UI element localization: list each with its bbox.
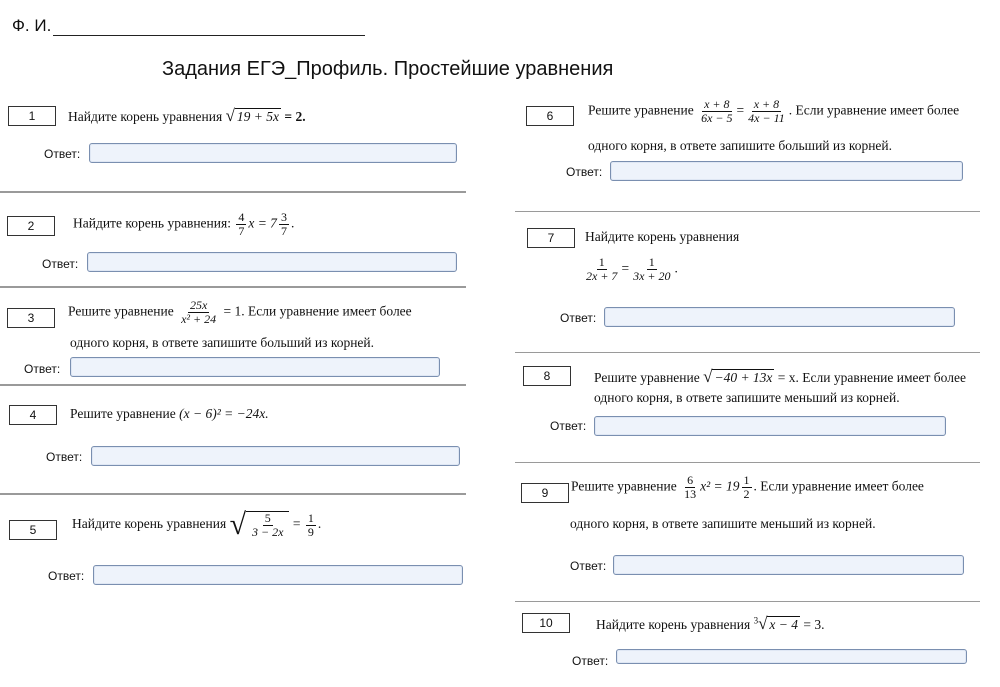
task-1-text: Найдите корень уравнения √ 19 + 5x = 2. [68,106,306,125]
fio-field [12,16,365,36]
task-9-line2: одного корня, в ответе запишите меньший из корней. [570,516,876,531]
answer-label: Ответ: [550,419,587,433]
task-number-10: 10 [522,613,570,633]
task-number-8: 8 [523,366,571,386]
task-5-text: Найдите корень уравнения √ $\frac{5}{3 - 2x}$ = $\frac{1}{9}$ . [72,508,322,541]
task-4-text: Решите уравнение (x − 6)² = −24x. [70,406,269,421]
task-number-7: 7 [527,228,575,248]
answer-label: Ответ: [46,450,83,464]
fio-label: Ф. И. [12,16,52,35]
answer-input-1[interactable] [89,143,457,163]
answer-label: Ответ: [566,165,603,179]
task-3-line2: одного корня, в ответе запишите больший из корней. [70,335,375,350]
divider [515,352,980,353]
answer-label: Ответ: [572,654,609,668]
task-7-equation: $\frac{1}{2x + 7}$ = $\frac{1}{3x + 20}$ . [586,255,678,283]
task-10-text: Найдите корень уравнения $^3$√ x − 4 = 3. [596,614,825,633]
task-number-3: 3 [7,308,55,328]
answer-label: Ответ: [48,569,85,583]
task-6-line2: одного корня, в ответе запишите больший из корней. [588,138,893,153]
page-title: Задания ЕГЭ_Профиль. Простейшие уравнения [162,58,614,80]
task-number-5: 5 [9,520,57,540]
divider [0,493,466,495]
answer-label: Ответ: [44,147,81,161]
answer-input-6[interactable] [610,161,963,181]
answer-label: Ответ: [560,311,597,325]
answer-input-2[interactable] [87,252,457,272]
answer-input-5[interactable] [93,565,463,585]
answer-label: Ответ: [42,257,79,271]
task-number-6: 6 [526,106,574,126]
task-9-text: Решите уравнение $\frac{6}{13}$ x² = 19 $\frac{1}{2}$ . Если уравнение имеет более [571,473,924,501]
task-2-text: Найдите корень уравнения: $\frac{4}{7}$ x = 7 $\frac{3}{7}$ . [73,210,295,238]
divider [0,384,466,386]
task-number-4: 4 [9,405,57,425]
task-8-text: Решите уравнение √ −40 + 13x = x. Если уравнение имеет более [594,367,966,386]
divider [0,191,466,193]
answer-input-3[interactable] [70,357,440,377]
answer-input-9[interactable] [613,555,964,575]
task-7-text: Найдите корень уравнения [585,229,740,244]
task-3-text: Решите уравнение $\frac{25x}{\text{x² + 24}}$ = 1. Если уравнение имеет более [68,298,412,326]
divider [515,211,980,212]
task-8-line2: одного корня, в ответе запишите меньший из корней. [594,390,900,405]
answer-input-7[interactable] [604,307,955,327]
answer-input-10[interactable] [616,649,967,664]
task-number-2: 2 [7,216,55,236]
answer-label: Ответ: [570,559,607,573]
task-number-9: 9 [521,483,569,503]
task-6-text: Решите уравнение $\frac{x + 8}{6x - 5}$ = $\frac{x + 8}{4x - 11}$ . Если уравнение имеет более [588,97,960,125]
answer-input-8[interactable] [594,416,946,436]
task-number-1: 1 [8,106,56,126]
fio-line [53,17,365,36]
divider [515,601,980,602]
divider [0,286,466,288]
divider [515,462,980,463]
answer-label: Ответ: [24,362,61,376]
answer-input-4[interactable] [91,446,460,466]
